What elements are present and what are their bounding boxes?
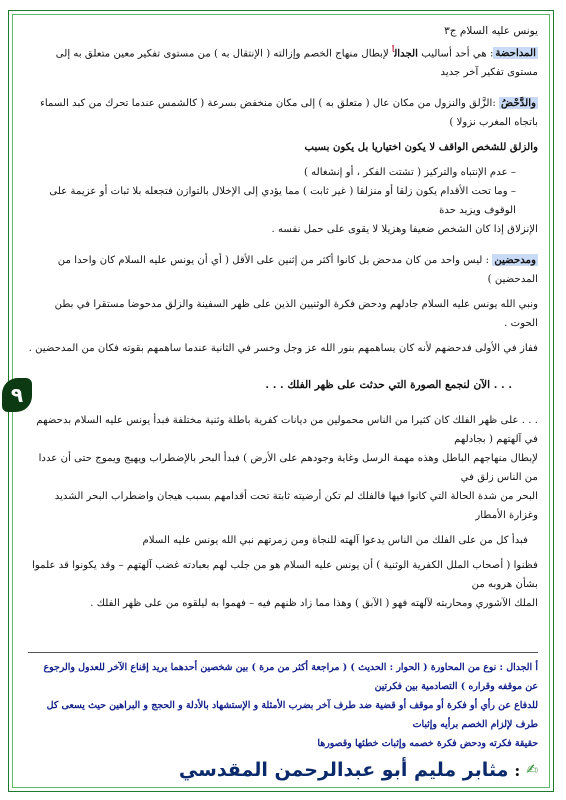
paragraph: ففاز في الأولى فدحضهم لأنه كان يساهمهم بنور الله عز وجل وخسر في الثانية عندما ساهمهم بقوته فكان من المدحضين . — [28, 343, 538, 355]
footnote-line: أ الجدال : نوع من المحاورة ( الحوار : الحديث ) ( مراجعة أكثر من مرة ) بين شخصين أحدهما يريد إقناع الآخر للعدول والرجوع عن موقفه وقراره ) التصادمية بين فكرتين — [43, 662, 538, 692]
signature-colon: : — [514, 760, 521, 780]
entry-mudhadin: ومدحضين : ليس واحد من كان مدحض بل كانوا أكثر من إثنين على الأقل ( أي أن يونس عليه السلام كان واحدا من المدحضين ) — [57, 254, 538, 286]
pen-icon: ✍ — [526, 762, 538, 778]
bullet-item: – وما تحت الأقدام يكون زلقا أو منزلقا ( غير ثابت ) مما يؤدي إلى الإخلال بالتوازن فتجعله بلا ثبات أو عزيمة على الوقوف ويزيد حدة — [49, 186, 516, 217]
paragraph: لإبطال منهاجهم الباطل وهذه مهمة الرسل وغاية وجودهم على الأرض ) فبدأ البحر بالإضطراب ويهيج ويموج حتى أن عددا من الناس زلق في — [38, 453, 538, 484]
zalaq-heading: والزلق للشخص الواقف لا يكون اختياريا بل يكون بسبب — [304, 141, 538, 154]
paragraph: فبدأ كل من على الفلك من الناس يدعوا آلهته للنجاة ومن زمرتهم نبي الله يونس عليه السلام — [142, 535, 528, 547]
footnote-line: حقيقة فكرته ودحض فكرة خصمه وإثبات خطئها وقصورها — [317, 738, 538, 749]
term-mudhadin: ومدحضين — [494, 254, 536, 267]
entry-dahd: والدَّحْضُ :الزَّلق والنزول من مكان عال ( متعلق به ) إلى مكان منخفض بسرعة ( كالشمس عندما تحرك من كبد السماء باتجاه المغرب نزولا ) — [40, 97, 538, 129]
paragraph: ونبي الله يونس عليه السلام جادلهم ودحض فكرة الوثنيين الذين على ظهر السفينة والزلق مدحوضا مستقرا في بطن الحوت . — [54, 299, 538, 330]
bullet-item: – عدم الإنتباه والتركيز ( تشتت الفكر ، أو إنشغاله ) — [303, 167, 516, 179]
footnote-separator — [28, 652, 538, 653]
signature — [28, 755, 538, 785]
running-header: يونس عليه السلام ج٣ — [444, 25, 538, 37]
bullet-item-continuation: الإنزلاق إذا كان الشخص ضعيفا وهزيلا لا يقوى على حمل نفسه . — [271, 224, 538, 236]
footnote-line: للدفاع عن رأي أو فكرة أو موقف أو قضية ضد طرف آخر بضرب الأمثلة و الإستشهاد بالأدلة و الحجج و البراهين حيث يسعى كل طرف لإلزام الخصم برأيه وإثبات — [46, 700, 538, 730]
paragraph: . . . على ظهر الفلك كان كثيرا من الناس محمولين من ديانات كفرية باطلة وثنية مختلفة فبدأ يونس عليه السلام بدحضهم في آلهتهم ( بجادلهم — [36, 415, 538, 446]
section-title: . . . الآن لنجمع الصورة التي حدثت على ظهر الفلك . . . — [265, 378, 512, 391]
term-dahd: والدَّحْضُ — [501, 97, 536, 110]
page-content — [28, 22, 538, 792]
footnote-marker[interactable]: أ — [392, 45, 395, 54]
term-jidal: الجدال — [394, 47, 418, 60]
paragraph: فظنوا ( أصحاب الملل الكفرية الوثنية ) أن يونس عليه السلام هو من جلب لهم بعبادته غضب آلهتهم – وقد يكونوا قد علموا بشأن هروبه من — [32, 560, 538, 591]
paragraph: الملك الآشوري ومحاربته لآلهته فهو ( الآبق ) وهذا مما زاد ظنهم فيه – فهموا به ليلقوه من على ظهر الفلك . — [90, 598, 538, 610]
author-signature: مثابر مليم أبو عبدالرحمن المقدسي — [178, 759, 509, 781]
paragraph: البحر من شدة الحالة التي كانوا فيها فالفلك لم تكن أرضيته ثابتة تحت أقدامهم بسبب هيجان واضطراب البحر الشديد وغزارة الأمطار — [54, 491, 538, 522]
entry-mudahada: المداحضة: هي أحد أساليب الجدال$^أ$ لإبطال منهاج الخصم وإزالته ( الإنتقال به ) من مستوى تفكير معين متعلق به إلى مستوى تفكير آخر جديد — [55, 45, 538, 79]
footnote — [28, 658, 538, 753]
term-mudahada: المداحضة — [495, 47, 536, 60]
page-number-badge: ٩ — [2, 378, 32, 412]
